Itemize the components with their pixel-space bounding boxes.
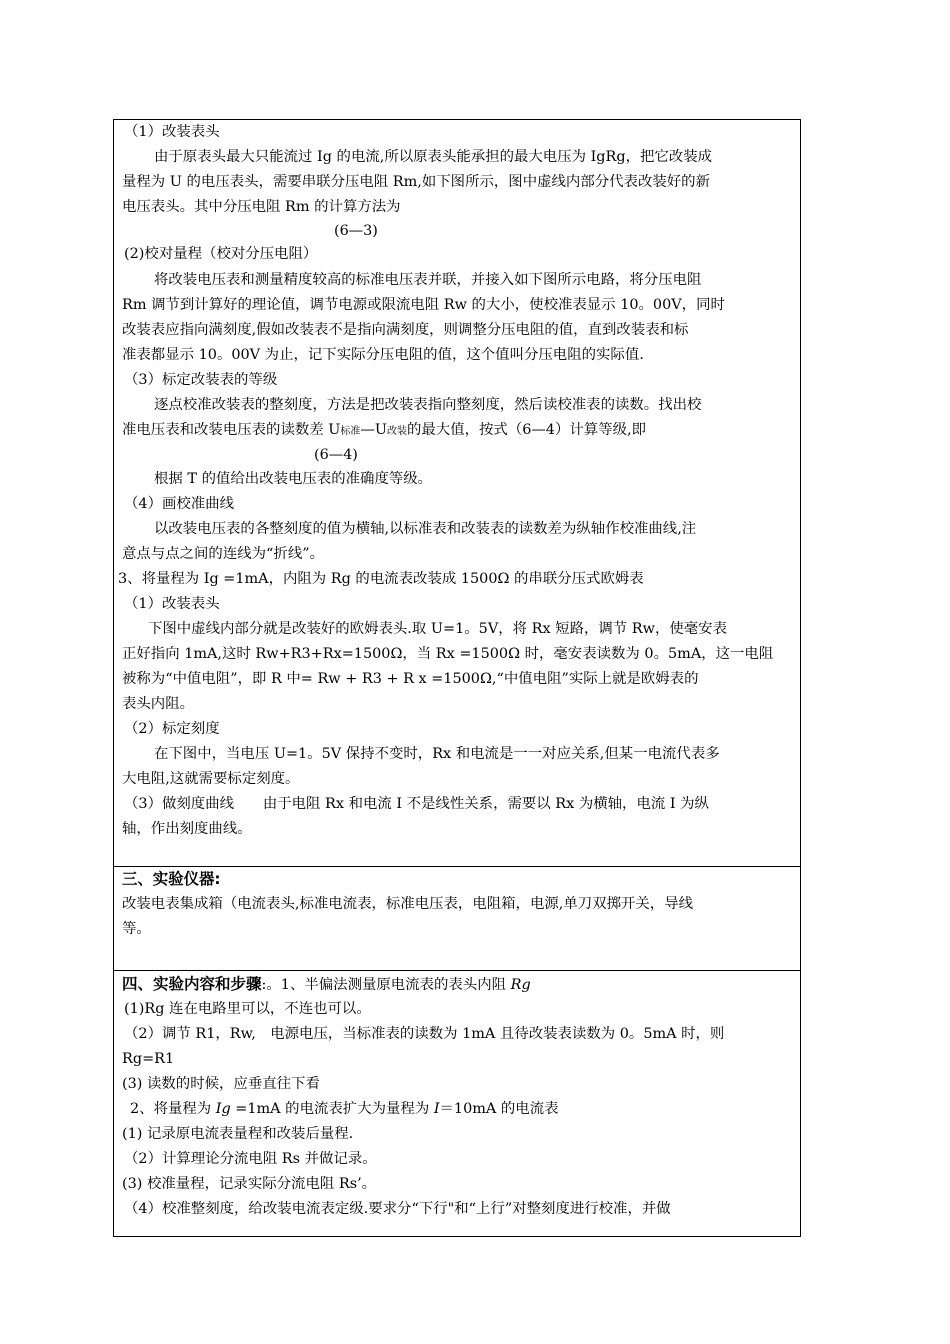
- item-heading-ohmmeter: 3、将量程为 Ig =1mA，内阻为 Rg 的电流表改装成 1500Ω 的串联分压式欧姆表: [118, 571, 644, 587]
- instruments-cell: [114, 866, 800, 971]
- subheading-grade: （3）标定改装表的等级: [124, 372, 278, 388]
- paragraph-line: 轴，作出刻度曲线。: [122, 821, 252, 837]
- symbol-i: I: [433, 1101, 440, 1117]
- symbol-rg: Rg: [510, 977, 531, 993]
- paragraph-line: 电压表头。其中分压电阻 Rm 的计算方法为: [122, 199, 401, 215]
- subscript-standard: 标准: [340, 426, 361, 437]
- item-heading-ammeter: [130, 1099, 800, 1119]
- paragraph-line: [122, 420, 800, 442]
- paragraph-line: 下图中虚线内部分就是改装好的欧姆表头.取 U=1。5V，将 Rx 短路，调节 Rw，使毫安表: [148, 621, 727, 637]
- subheading-curve: （4）画校准曲线: [124, 496, 235, 512]
- paragraph-line: 被称为“中值电阻”，即 R 中= Rw + R3 + R x =1500Ω,“中值电阻”实际上就是欧姆表的: [122, 671, 699, 687]
- steps-cell: [114, 970, 800, 1236]
- text-run: :。1、半偏法测量原电流表的表头内阻: [261, 977, 511, 993]
- paragraph-line: (1)Rg 连在电路里可以，不连也可以。: [124, 1001, 371, 1017]
- paragraph-line: 以改装电压表的各整刻度的值为横轴,以标准表和改装表的读数差为纵轴作校准曲线,注: [154, 521, 697, 537]
- paragraph-line: (3) 校准量程，记录实际分流电阻 Rs’。: [122, 1176, 377, 1192]
- paragraph-line: 根据 T 的值给出改装电压表的准确度等级。: [154, 471, 433, 487]
- paragraph-line: 改装电表集成箱（电流表头,标准电流表，标准电压表，电阻箱，电源,单刀双掷开关，导线: [122, 896, 694, 912]
- paragraph-line: 准表都显示 10。00V 为止，记下实际分压电阻的值，这个值叫分压电阻的实际值.: [122, 347, 644, 363]
- text-run: =1mA 的电流表扩大为量程为: [230, 1101, 434, 1117]
- paragraph-line: （2）调节 R1，Rw, 电源电压，当标准表的读数为 1mA 且待改装表读数为 0。5mA 时，则: [124, 1026, 725, 1042]
- text-run: 2、将量程为: [130, 1101, 216, 1117]
- paragraph-line: 改装表应指向满刻度,假如改装表不是指向满刻度，则调整分压电阻的值，直到改装表和标: [122, 322, 689, 338]
- paragraph-line: 量程为 U 的电压表头，需要串联分压电阻 Rm,如下图所示，图中虚线内部分代表改装好的新: [122, 174, 710, 190]
- section-heading-line: [122, 974, 800, 995]
- content-table: [113, 119, 801, 1237]
- subheading-scale: （2）标定刻度: [124, 721, 220, 737]
- subscript-modified: 改装: [386, 426, 407, 437]
- paragraph-line: (1) 记录原电流表量程和改装后量程.: [122, 1126, 354, 1142]
- paragraph-line: 逐点校准改装表的整刻度，方法是把改装表指向整刻度，然后读校准表的读数。找出校: [154, 397, 702, 413]
- paragraph-line: （3）做刻度曲线 由于电阻 Rx 和电流 I 不是线性关系，需要以 Rx 为横轴，电流 I 为纵: [124, 796, 709, 812]
- subheading-modify-meter: （1）改装表头: [124, 596, 220, 612]
- paragraph-line: 等。: [122, 921, 151, 937]
- paragraph-line: 大电阻,这就需要标定刻度。: [122, 771, 300, 787]
- paragraph-line: 将改装电压表和测量精度较高的标准电压表并联，并接入如下图所示电路，将分压电阻: [154, 272, 702, 288]
- equation-number: (6—3): [334, 223, 378, 239]
- paragraph-line: Rm 调节到计算好的理论值，调节电源或限流电阻 Rw 的大小，使校准表显示 10。00V，同时: [122, 297, 725, 313]
- text-run: ＝10mA 的电流表: [439, 1101, 559, 1117]
- paragraph-line: （4）校准整刻度，给改装电流表定级.要求分“下行"和“上行”对整刻度进行校准，并做: [124, 1201, 671, 1217]
- symbol-ig: Ig: [215, 1101, 231, 1117]
- text-run: 的最大值，按式（6—4）计算等级,即: [406, 422, 646, 438]
- subheading-modify-meter: （1）改装表头: [124, 124, 220, 140]
- paragraph-line: （2）计算理论分流电阻 Rs 并做记录。: [124, 1151, 377, 1167]
- equation-number: (6—4): [314, 447, 358, 463]
- section-heading-steps: 四、实验内容和步骤: [122, 975, 262, 993]
- paragraph-line: Rg=R1: [122, 1051, 175, 1067]
- paragraph-line: 由于原表头最大只能流过 Ig 的电流,所以原表头能承担的最大电压为 IgRg，把它改装成: [154, 149, 713, 165]
- paragraph-line: 在下图中，当电压 U=1。5V 保持不变时，Rx 和电流是一一对应关系,但某一电流代表多: [154, 746, 720, 762]
- paragraph-line: 正好指向 1mA,这时 Rw+R3+Rx=1500Ω，当 Rx =1500Ω 时，毫安表读数为 0。5mA，这一电阻: [122, 646, 774, 662]
- paragraph-line: (3) 读数的时候，应垂直往下看: [122, 1076, 320, 1092]
- principles-cell: [114, 120, 800, 866]
- section-heading-instruments: 三、实验仪器:: [122, 870, 221, 888]
- paragraph-line: 表头内阻。: [122, 696, 195, 712]
- paragraph-line: 意点与点之间的连线为“折线”。: [122, 546, 325, 562]
- subheading-calibrate-range: (2)校对量程（校对分压电阻）: [124, 246, 318, 262]
- text-run: 准电压表和改装电压表的读数差 U: [122, 422, 341, 438]
- text-run: —U: [360, 422, 387, 438]
